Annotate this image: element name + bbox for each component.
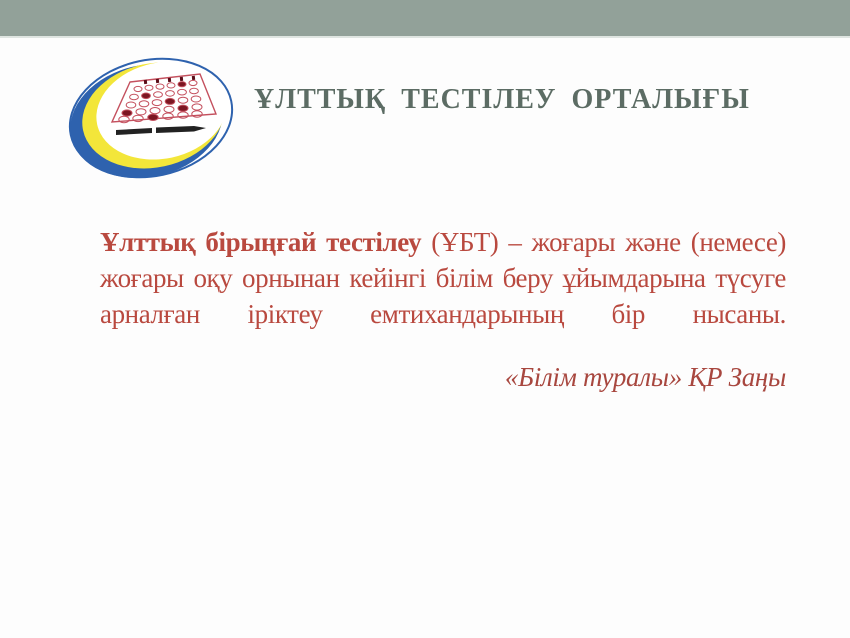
definition-term: Ұлттық бірыңғай тестілеу [100, 227, 422, 257]
ntc-logo [66, 56, 236, 180]
definition-paragraph [100, 224, 786, 332]
paragraph-line-1 [100, 224, 786, 260]
header-bar [0, 0, 850, 38]
attribution: «Білім туралы» ҚР Заңы [504, 362, 786, 392]
answer-sheet-logo-icon [66, 56, 236, 180]
paragraph-line-2: жоғары оқу орнынан кейінгі білім беру ұйымдарына түсуге [100, 263, 786, 293]
paragraph-line-3: арналған іріктеу емтихандарының бір нысаны. [100, 299, 786, 329]
paragraph-line-1-rest: (ҰБТ) – жоғары және (немесе) [421, 227, 786, 257]
page-title: ҰЛТТЫҚ ТЕСТІЛЕУ ОРТАЛЫҒЫ [254, 84, 750, 115]
